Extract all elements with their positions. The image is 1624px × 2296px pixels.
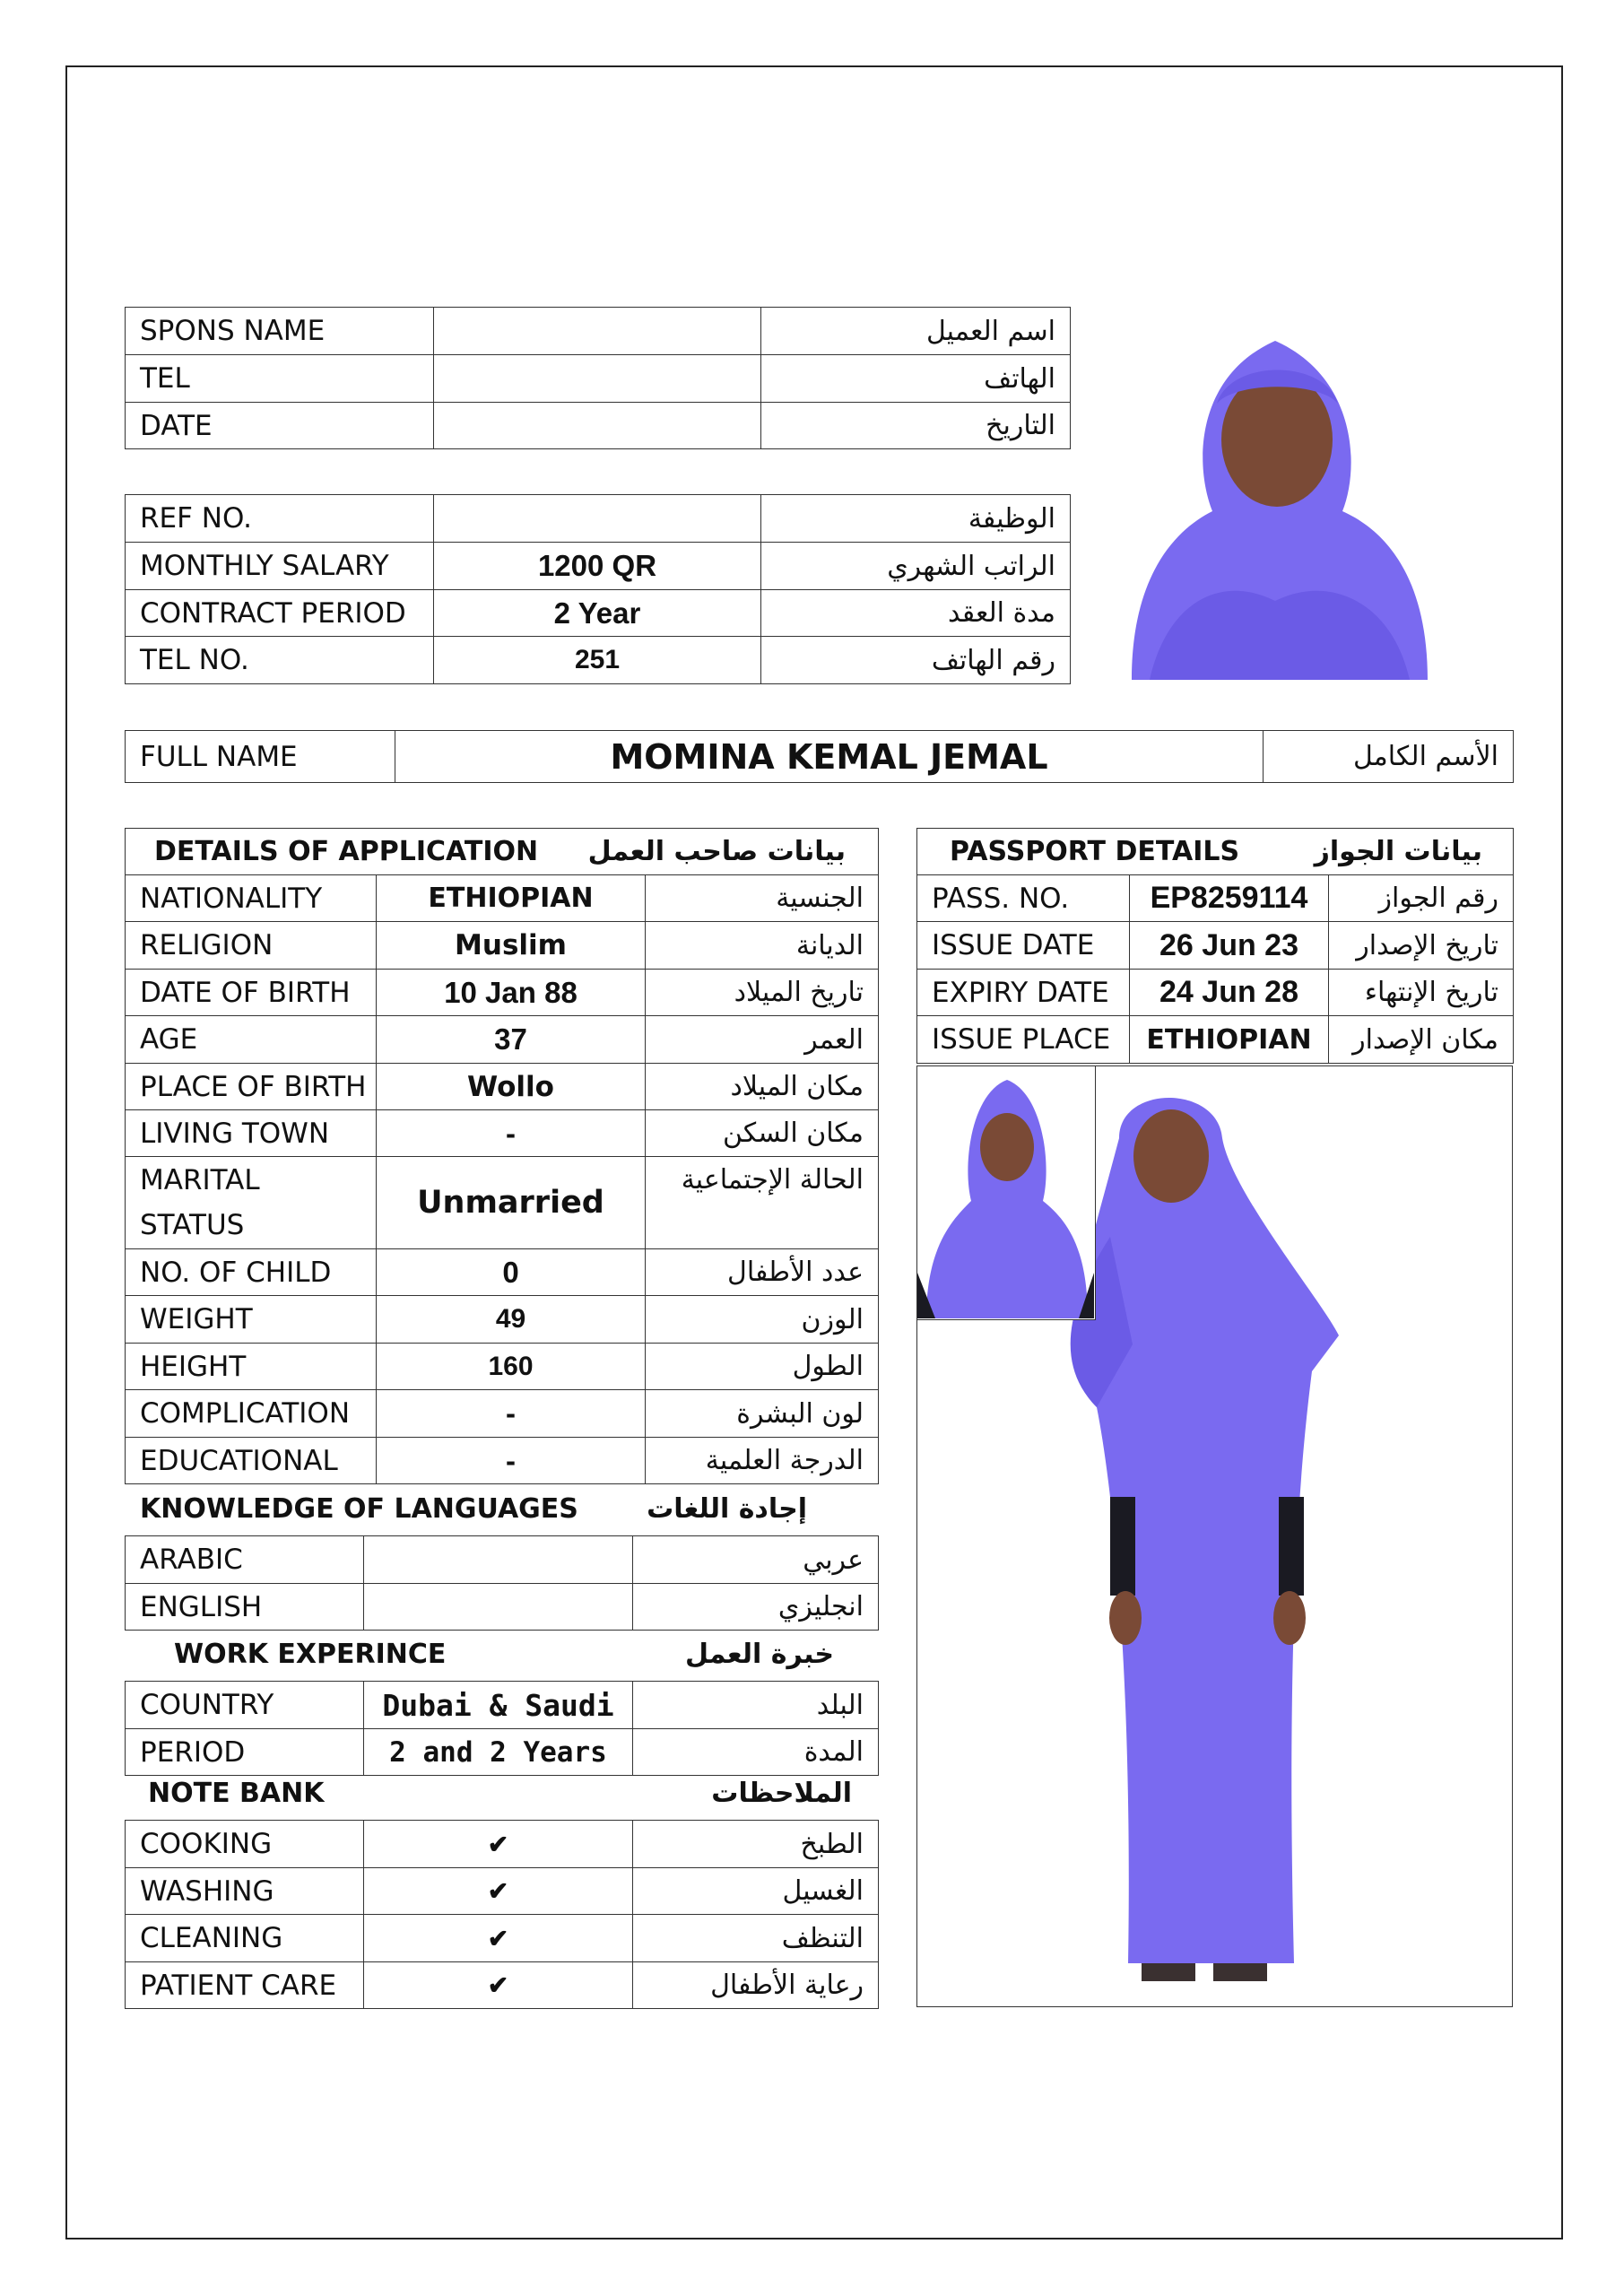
- complication-label: COMPLICATION: [126, 1390, 377, 1438]
- pass-no-value: EP8259114: [1130, 875, 1329, 922]
- washing-check-icon: ✔: [364, 1868, 633, 1915]
- tel-no-value: 251: [434, 637, 761, 684]
- living-town-label-ar: مكان السكن: [646, 1110, 879, 1157]
- arabic-value: [364, 1536, 633, 1584]
- languages-title-ar: إجادة اللغات: [647, 1493, 807, 1525]
- languages-table: [125, 1535, 879, 1631]
- cooking-label-ar: الطبخ: [633, 1821, 879, 1868]
- living-town-value: -: [377, 1110, 646, 1157]
- ref-no-label: REF NO.: [126, 495, 434, 543]
- contract-value: 2 Year: [434, 590, 761, 637]
- weight-label: WEIGHT: [126, 1296, 377, 1344]
- period-label: PERIOD: [126, 1729, 364, 1776]
- experience-title-ar: خبرة العمل: [684, 1639, 834, 1670]
- educational-label: EDUCATIONAL: [126, 1438, 377, 1484]
- tel-label-ar: الهاتف: [761, 355, 1071, 403]
- height-label-ar: الطول: [646, 1344, 879, 1390]
- notes-title: NOTE BANK: [148, 1778, 325, 1809]
- nationality-value: ETHIOPIAN: [377, 875, 646, 922]
- full-name-value: MOMINA KEMAL JEMAL: [395, 731, 1264, 783]
- cooking-label: COOKING: [126, 1821, 364, 1868]
- passport-title-ar: بيانات الجواز: [1329, 829, 1514, 875]
- children-label-ar: عدد الأطفال: [646, 1249, 879, 1296]
- educational-label-ar: الدرجة العلمية: [646, 1438, 879, 1484]
- passport-table: [916, 828, 1514, 1064]
- english-label-ar: انجليزي: [633, 1584, 879, 1631]
- sponsor-label-ar: اسم العميل: [761, 308, 1071, 355]
- application-title-ar: بيانات صاحب العمل: [646, 829, 879, 875]
- country-value: Dubai & Saudi: [364, 1682, 633, 1729]
- application-title: DETAILS OF APPLICATION: [126, 829, 646, 875]
- date-label: DATE: [126, 403, 434, 449]
- marital-label-ar: الحالة الإجتماعية: [646, 1157, 879, 1249]
- dob-value: 10 Jan 88: [377, 970, 646, 1016]
- notes-title-ar: الملاحظات: [711, 1778, 852, 1809]
- pob-value: Wollo: [377, 1064, 646, 1110]
- sponsor-label: SPONS NAME: [126, 308, 434, 355]
- ref-no-label-ar: الوظيفة: [761, 495, 1071, 543]
- issue-date-label: ISSUE DATE: [917, 922, 1130, 970]
- experience-table: [125, 1681, 879, 1776]
- weight-value: 49: [377, 1296, 646, 1344]
- portrait-photo: [1096, 305, 1458, 680]
- contract-label-ar: مدة العقد: [761, 590, 1071, 637]
- religion-label-ar: الديانة: [646, 922, 879, 970]
- children-label: NO. OF CHILD: [126, 1249, 377, 1296]
- english-label: ENGLISH: [126, 1584, 364, 1631]
- full-name-label: FULL NAME: [126, 731, 395, 783]
- issue-place-label: ISSUE PLACE: [917, 1016, 1130, 1064]
- religion-label: RELIGION: [126, 922, 377, 970]
- height-label: HEIGHT: [126, 1344, 377, 1390]
- patient-care-check-icon: ✔: [364, 1962, 633, 2009]
- cooking-check-icon: ✔: [364, 1821, 633, 1868]
- salary-label-ar: الراتب الشهري: [761, 543, 1071, 590]
- expiry-date-label-ar: تاريخ الإنتهاء: [1329, 970, 1514, 1016]
- nationality-label-ar: الجنسية: [646, 875, 879, 922]
- country-label-ar: البلد: [633, 1682, 879, 1729]
- sponsor-table: [125, 307, 1071, 449]
- inset-photo: [916, 1065, 1096, 1320]
- notes-table: [125, 1820, 879, 2009]
- cleaning-check-icon: ✔: [364, 1915, 633, 1962]
- contract-label: CONTRACT PERIOD: [126, 590, 434, 637]
- languages-title: KNOWLEDGE OF LANGUAGES: [140, 1493, 578, 1525]
- period-value: 2 and 2 Years: [364, 1729, 633, 1776]
- job-table: [125, 494, 1071, 684]
- pob-label: PLACE OF BIRTH: [126, 1064, 377, 1110]
- marital-label: MARITAL STATUS: [126, 1157, 377, 1249]
- issue-place-label-ar: مكان الإصدار: [1329, 1016, 1514, 1064]
- age-label: AGE: [126, 1016, 377, 1064]
- ref-no-value: [434, 495, 761, 543]
- washing-label-ar: الغسيل: [633, 1868, 879, 1915]
- height-value: 160: [377, 1344, 646, 1390]
- complication-label-ar: لون البشرة: [646, 1390, 879, 1438]
- expiry-date-label: EXPIRY DATE: [917, 970, 1130, 1016]
- washing-label: WASHING: [126, 1868, 364, 1915]
- pass-no-label: PASS. NO.: [917, 875, 1130, 922]
- pob-label-ar: مكان الميلاد: [646, 1064, 879, 1110]
- date-value[interactable]: [434, 403, 761, 449]
- weight-label-ar: الوزن: [646, 1296, 879, 1344]
- arabic-label-ar: عربي: [633, 1536, 879, 1584]
- application-table: [125, 828, 879, 1484]
- age-label-ar: العمر: [646, 1016, 879, 1064]
- issue-place-value: ETHIOPIAN: [1130, 1016, 1329, 1064]
- patient-care-label: PATIENT CARE: [126, 1962, 364, 2009]
- religion-value: Muslim: [377, 922, 646, 970]
- tel-value[interactable]: [434, 355, 761, 403]
- dob-label: DATE OF BIRTH: [126, 970, 377, 1016]
- living-town-label: LIVING TOWN: [126, 1110, 377, 1157]
- dob-label-ar: تاريخ الميلاد: [646, 970, 879, 1016]
- full-name-table: [125, 730, 1514, 783]
- nationality-label: NATIONALITY: [126, 875, 377, 922]
- sponsor-value[interactable]: [434, 308, 761, 355]
- cleaning-label: CLEANING: [126, 1915, 364, 1962]
- tel-no-label-ar: رقم الهاتف: [761, 637, 1071, 684]
- full-name-label-ar: الأسم الكامل: [1264, 731, 1514, 783]
- tel-label: TEL: [126, 355, 434, 403]
- tel-no-label: TEL NO.: [126, 637, 434, 684]
- expiry-date-value: 24 Jun 28: [1130, 970, 1329, 1016]
- pass-no-label-ar: رقم الجواز: [1329, 875, 1514, 922]
- experience-title: WORK EXPERINCE: [174, 1639, 447, 1670]
- salary-value: 1200 QR: [434, 543, 761, 590]
- educational-value: -: [377, 1438, 646, 1484]
- marital-value: Unmarried: [377, 1157, 646, 1249]
- english-value: [364, 1584, 633, 1631]
- issue-date-label-ar: تاريخ الإصدار: [1329, 922, 1514, 970]
- country-label: COUNTRY: [126, 1682, 364, 1729]
- issue-date-value: 26 Jun 23: [1130, 922, 1329, 970]
- patient-care-label-ar: رعاية الأطفال: [633, 1962, 879, 2009]
- date-label-ar: التاريخ: [761, 403, 1071, 449]
- cleaning-label-ar: التنظف: [633, 1915, 879, 1962]
- period-label-ar: المدة: [633, 1729, 879, 1776]
- age-value: 37: [377, 1016, 646, 1064]
- salary-label: MONTHLY SALARY: [126, 543, 434, 590]
- passport-title: PASSPORT DETAILS: [917, 829, 1329, 875]
- complication-value: -: [377, 1390, 646, 1438]
- children-value: 0: [377, 1249, 646, 1296]
- arabic-label: ARABIC: [126, 1536, 364, 1584]
